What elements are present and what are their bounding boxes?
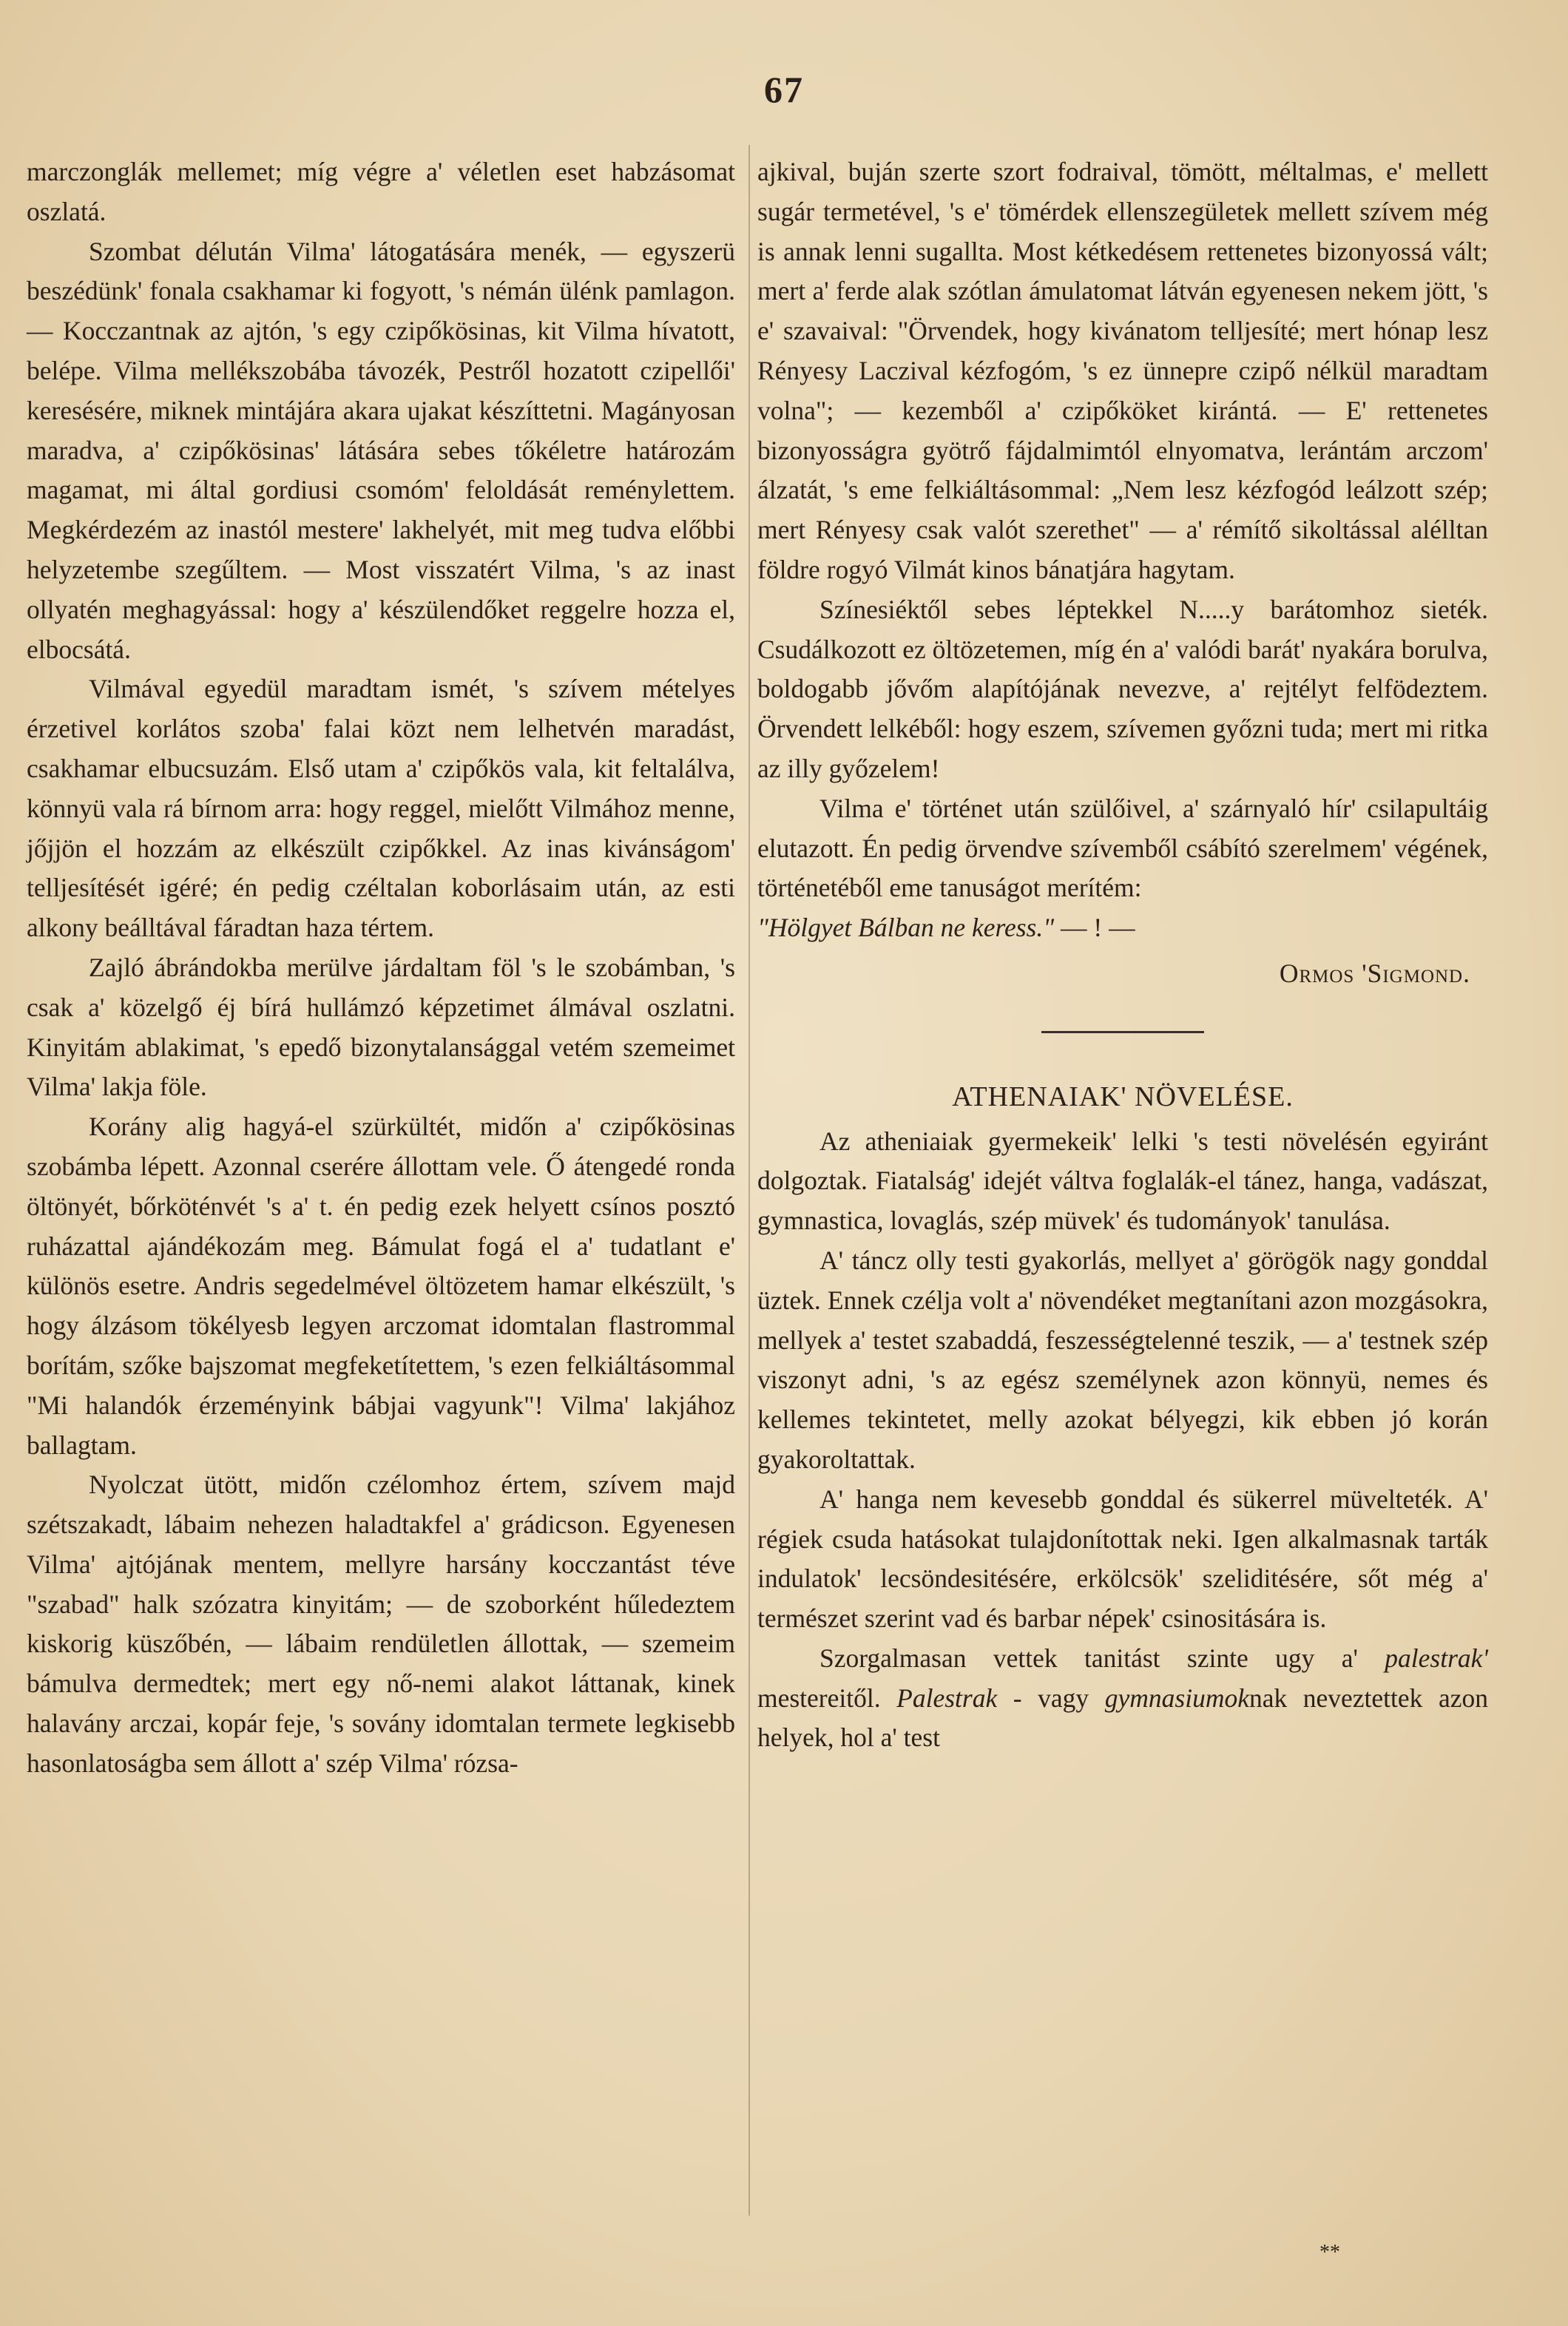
text-run: mestereitől. xyxy=(757,1683,897,1713)
right-column xyxy=(757,152,1488,1758)
section-rule xyxy=(1041,1031,1204,1033)
paragraph: Szombat délután Vilma' látogatására menék, — egyszerü beszédünk' fonala csakhamar ki fogyott, 's némán ülénk pamlagon. — Kocczantnak az ajtón, 's egy czipőkösinas, kit Vilma hívatott, belépe. Vilma mellékszobába távozék, Pestről hozatott czipellői' keresésére, miknek mintájára akara ujakat készíttetni. Magányosan maradva, a' czipőkösinas' látására sebes tőkéletre határozám magamat, mi által gordiusi csomóm' feloldását reménylettem. Megkérdezém az inastól mestere' lakhelyét, mit meg tudva előbbi helyzetembe szegűltem. — Most visszatért Vilma, 's az inast ollyatén meghagyással: hogy a' készülendőket reggelre hozza el, elbocsátá. xyxy=(27,236,735,664)
moral-line xyxy=(757,908,1488,948)
paragraph: Zajló ábrándokba merülve járdaltam föl 's le szobámban, 's csak a' közelgő éj bírá hullámzó képzetimet álmával oszlatni. Kinyitám ablakimat, 's epedő bizonytalansággal vetém szemeimet Vilma' lakja föle. xyxy=(27,952,735,1102)
author-signature: Ormos 'Sigmond. xyxy=(1279,958,1470,988)
paragraph: A' táncz olly testi gyakorlás, mellyet a' görögök nagy gonddal üztek. Ennek czélja volt a' növendéket megtanítani azon mozgásokra, mellyek a' testet szabaddá, feszességtelenné teszik, — a' testnek szép viszonyt adni, 's az egész személynek azon könnyü, nemes és kellemes tekintetet, melly azokat bélyegzi, kik ebben jó korán gyakoroltattak. xyxy=(757,1245,1488,1474)
paragraph: marczonglák mellemet; míg végre a' véletlen eset habzásomat oszlatá. xyxy=(27,157,735,226)
paragraph: Nyolczat ütött, midőn czélomhoz értem, szívem majd szétszakadt, lábaim nehezen haladtakfel a' grádicson. Egyenesen Vilma' ajtójának mentem, mellyre harsány kocczantást téve "szabad" halk szózatra kinyitám; — de szoborként hűledeztem kiskorig küszőbén, — lábaim rendületlen állottak, — szemeim bámulva dermedtek; mert egy nő-nemi alakot láttanak, kinek halavány arczai, kopár feje, 's sovány idomtalan termete legkisebb hasonlatoságba sem állott a' szép Vilma' rózsa- xyxy=(27,1470,735,1778)
italic-run: gymnasiumok xyxy=(1104,1683,1249,1713)
page-number: 67 xyxy=(764,69,804,110)
left-column xyxy=(27,152,735,1784)
paragraph: Színesiéktől sebes léptekkel N.....y barátomhoz sieték. Csudálkozott ez öltözetemen, míg én a' valódi barát' nyakára borulva, boldogabb jővőm alapítójának nevezve, a' rejtélyt felfödeztem. Örvendett lelkéből: hogy eszem, szívemen győzni tuda; mert mi ritka az illy győzelem! xyxy=(757,594,1488,783)
column-divider xyxy=(748,145,750,2216)
paragraph: A' hanga nem kevesebb gonddal és sükerrel müvelteték. A' régiek csuda hatásokat tulajdonítottak neki. Igen alkalmasnak tarták indulatok' lecsöndesitésére, erkölcsök' szeliditésére, sőt még a' természet szerint vad és barbar népek' csinositására is. xyxy=(757,1484,1488,1634)
paragraph: Vilmával egyedül maradtam ismét, 's szívem mételyes érzetivel korlátos szoba' falai közt nem lelhetvén maradást, csakhamar elbucsuzám. Első utam a' czipőkös vala, kit feltalálva, könnyü vala rá bírnom arra: hogy reggel, mielőtt Vilmához menne, jőjjön el hozzám az elkészült czipőkkel. Az inas kivánságom' telljesítését igéré; én pedig czéltalan koborlásaim után, az esti alkony beálltával fáradtan haza tértem. xyxy=(27,674,735,943)
paragraph: ajkival, buján szerte szort fodraival, tömött, méltalmas, e' mellett sugár termetével, 's e' tömérdek ellenszegületek mellett szívem még is annak lenni sugallta. Most kétkedésem rettenetes bizonyossá vált; mert a' ferde alak szótlan ámulatomat látván egyenesen nekem jött, 's e' szavaival: "Örvendek, hogy kivánatom telljesíté; mert hónap lesz Rényesy Laczival kézfogóm, 's ez ünnepre czipő nélkül maradtam volna"; — kezemből a' czipőköket kirántá. — E' rettenetes bizonyosságra gyötrő fájdalmimtól elnyomatva, lerántám arczom' álzatát, 's eme felkiáltásommal: „Nem lesz kézfogód leálzott szép; mert Rényesy csak valót szerethet" — a' rémítő sikoltással alélltan földre rogyó Vilmát kinos bánatjára hagytam. xyxy=(757,157,1488,584)
paragraph xyxy=(757,1639,1488,1758)
italic-run: Palestrak xyxy=(896,1683,998,1713)
text-run: - vagy xyxy=(997,1683,1105,1713)
section-title: ATHENAIAK' NÖVELÉSE. xyxy=(952,1081,1294,1112)
paragraph: Vilma e' történet után szülőivel, a' szárnyaló hír' csilapultáig elutazott. Én pedig örvendve szívemből csábító szerelmem' végének, történetéből eme tanuságot merítém: xyxy=(757,793,1488,903)
paragraph: Az atheniaiak gyermekeik' lelki 's testi növelésén egyiránt dolgoztak. Fiatalság' idejét váltva foglalák-el tánez, hanga, vadászat, gymnastica, lovaglás, szép müvek' és tudományok' tanulása. xyxy=(757,1126,1488,1236)
italic-run: palestrak' xyxy=(1385,1643,1488,1673)
signature-mark: ** xyxy=(1319,2241,1340,2264)
moral-italic: "Hölgyet Bálban ne keress." xyxy=(757,913,1055,943)
moral-tail: — ! — xyxy=(1054,913,1135,943)
paragraph: Korány alig hagyá-el szürkültét, midőn a' czipőkösinas szobámba lépett. Azonnal cserére állottam vele. Ő átengedé ronda öltönyét, bőrköténvét 's a' t. én pedig ezek helyett csínos posztó ruházattal ajándékozám meg. Bámulat fogá el a' tudatlant e' különös esetre. Andris segedelmével öltözetem hamar elkészült, 's hogy álzásom tökélyesb legyen arczomat idomtalan flastrommal borítám, szőke bajszomat megfeketítettem, 's ezen felkiáltásommal "Mi halandók érzeményink bábjai vagyunk"! Vilma' lakjához ballagtam. xyxy=(27,1112,735,1460)
text-run: Szorgalmasan vettek tanitást szinte ugy a' xyxy=(820,1643,1385,1673)
text-run: nak neveztettek azon helyek, hol a' test xyxy=(757,1683,1488,1753)
